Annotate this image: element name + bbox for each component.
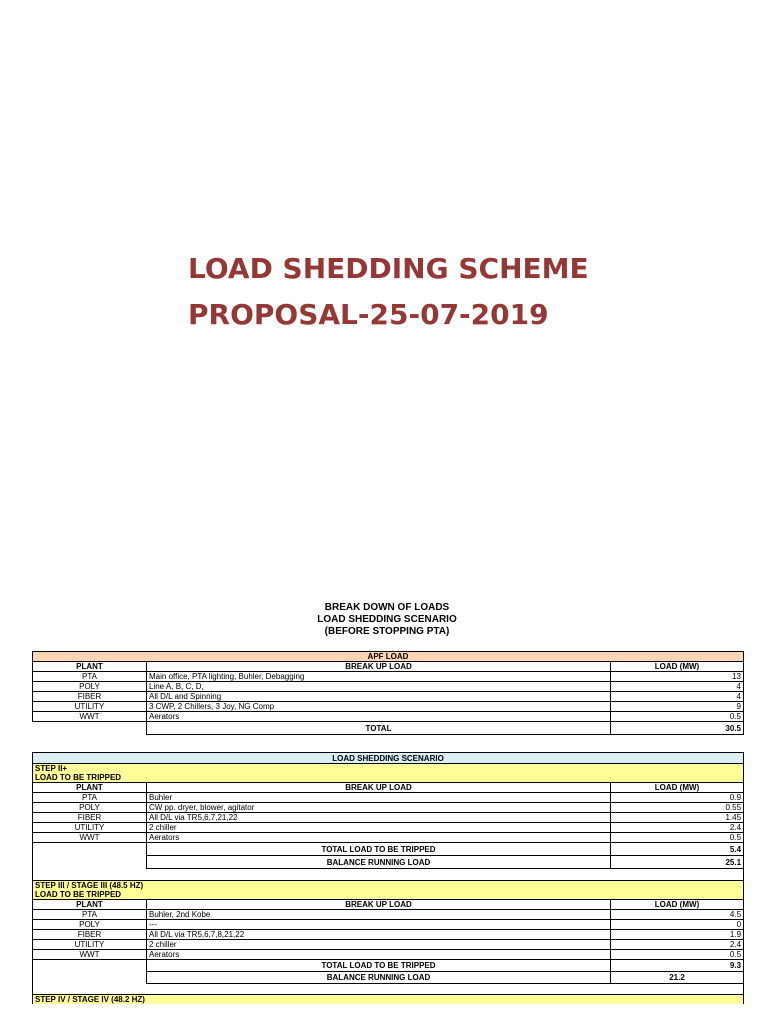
load-cell: 0 — [611, 920, 744, 930]
load-cell: 0.5 — [611, 712, 744, 722]
heading-line-1: BREAK DOWN OF LOADS — [324, 602, 450, 613]
plant-cell: FIBER — [33, 930, 147, 940]
table-row — [33, 950, 744, 960]
document-title — [188, 246, 589, 338]
table-row — [33, 833, 744, 843]
total-value: 30.5 — [611, 722, 744, 735]
heading-line-3: (BEFORE STOPPING PTA) — [324, 626, 450, 637]
scenario-header: LOAD SHEDDING SCENARIO — [33, 753, 744, 764]
table-row — [33, 692, 744, 702]
breakup-cell: Aerators — [147, 950, 611, 960]
breakup-cell: Main office, PTA lighting, Buhler, Debagging — [147, 672, 611, 682]
total-tripped-row — [33, 960, 744, 972]
load-cell: 2.4 — [611, 940, 744, 950]
col-plant-header: PLANT — [33, 783, 147, 793]
step2-sub-label: LOAD TO BE TRIPPED — [33, 773, 744, 783]
balance-running-value: 25.1 — [611, 856, 744, 869]
table-row — [33, 930, 744, 940]
col-load-header: LOAD (MW) — [611, 662, 744, 672]
plant-cell: WWT — [33, 950, 147, 960]
load-cell: 0.55 — [611, 803, 744, 813]
step4-label: STEP IV / STAGE IV (48.2 HZ) — [33, 995, 744, 1005]
table-row — [33, 793, 744, 803]
table-row — [33, 910, 744, 920]
load-cell: 4.5 — [611, 910, 744, 920]
load-cell: 4 — [611, 682, 744, 692]
table-row — [33, 920, 744, 930]
load-cell: 2.4 — [611, 823, 744, 833]
plant-cell: POLY — [33, 682, 147, 692]
table-row — [33, 813, 744, 823]
total-tripped-value: 5.4 — [611, 843, 744, 856]
step3-label: STEP III / STAGE III (48.5 HZ) — [33, 881, 744, 891]
col-load-header: LOAD (MW) — [611, 900, 744, 910]
load-cell: 0.5 — [611, 833, 744, 843]
total-row — [33, 722, 744, 735]
table-row — [33, 702, 744, 712]
total-tripped-label: TOTAL LOAD TO BE TRIPPED — [147, 843, 611, 856]
title-line-2: PROPOSAL-25-07-2019 — [188, 298, 549, 331]
load-cell: 1.45 — [611, 813, 744, 823]
apf-load-header: APF LOAD — [33, 652, 744, 662]
table-row — [33, 682, 744, 692]
col-plant-header: PLANT — [33, 900, 147, 910]
heading-line-2: LOAD SHEDDING SCENARIO — [317, 614, 457, 625]
breakup-cell: 2 chiller — [147, 940, 611, 950]
breakup-cell: All D/L and Spinning — [147, 692, 611, 702]
plant-cell: PTA — [33, 672, 147, 682]
breakup-cell: Buhler, 2nd Kobe — [147, 910, 611, 920]
table-row — [33, 940, 744, 950]
load-cell: 0.5 — [611, 950, 744, 960]
load-cell: 9 — [611, 702, 744, 712]
col-breakup-header: BREAK UP LOAD — [147, 783, 611, 793]
plant-cell: WWT — [33, 833, 147, 843]
balance-running-label: BALANCE RUNNING LOAD — [147, 972, 611, 984]
table-row — [33, 712, 744, 722]
table-row — [33, 803, 744, 813]
apf-load-table — [32, 651, 744, 735]
total-tripped-label: TOTAL LOAD TO BE TRIPPED — [147, 960, 611, 972]
breakup-cell: CW pp. dryer, blower, agitator — [147, 803, 611, 813]
plant-cell: WWT — [33, 712, 147, 722]
breakup-cell: 3 CWP, 2 Chillers, 3 Joy, NG Comp — [147, 702, 611, 712]
load-cell: 13 — [611, 672, 744, 682]
breakup-cell: --- — [147, 920, 611, 930]
plant-cell: FIBER — [33, 813, 147, 823]
breakup-cell: Line A, B, C, D, — [147, 682, 611, 692]
col-breakup-header: BREAK UP LOAD — [147, 900, 611, 910]
table-row — [33, 672, 744, 682]
total-label: TOTAL — [147, 722, 611, 735]
plant-cell: UTILITY — [33, 702, 147, 712]
breakup-cell: All D/L via TR5,6,7,21,22 — [147, 813, 611, 823]
load-cell: 4 — [611, 692, 744, 702]
balance-running-value: 21.2 — [611, 972, 744, 984]
breakup-cell: Aerators — [147, 833, 611, 843]
plant-cell: UTILITY — [33, 940, 147, 950]
plant-cell: POLY — [33, 803, 147, 813]
breakup-cell: 2 chiller — [147, 823, 611, 833]
plant-cell: UTILITY — [33, 823, 147, 833]
plant-cell: PTA — [33, 793, 147, 803]
col-breakup-header: BREAK UP LOAD — [147, 662, 611, 672]
load-shedding-scenario-table — [32, 752, 744, 1004]
total-tripped-row — [33, 843, 744, 856]
load-cell: 0.9 — [611, 793, 744, 803]
plant-cell: PTA — [33, 910, 147, 920]
title-line-1: LOAD SHEDDING SCHEME — [188, 252, 589, 285]
plant-cell: FIBER — [33, 692, 147, 702]
step2-label: STEP II+ — [33, 764, 744, 774]
breakup-cell: All D/L via TR5,6,7,8,21,22 — [147, 930, 611, 940]
balance-running-label: BALANCE RUNNING LOAD — [147, 856, 611, 869]
col-plant-header: PLANT — [33, 662, 147, 672]
breakup-cell: Buhler — [147, 793, 611, 803]
table-row — [33, 823, 744, 833]
col-load-header: LOAD (MW) — [611, 783, 744, 793]
load-cell: 1.9 — [611, 930, 744, 940]
breakup-cell: Aerators — [147, 712, 611, 722]
breakdown-heading — [0, 602, 768, 638]
plant-cell: POLY — [33, 920, 147, 930]
total-tripped-value: 9.3 — [611, 960, 744, 972]
balance-running-row — [33, 856, 744, 869]
step3-sub-label: LOAD TO BE TRIPPED — [33, 890, 744, 900]
balance-running-row — [33, 972, 744, 984]
